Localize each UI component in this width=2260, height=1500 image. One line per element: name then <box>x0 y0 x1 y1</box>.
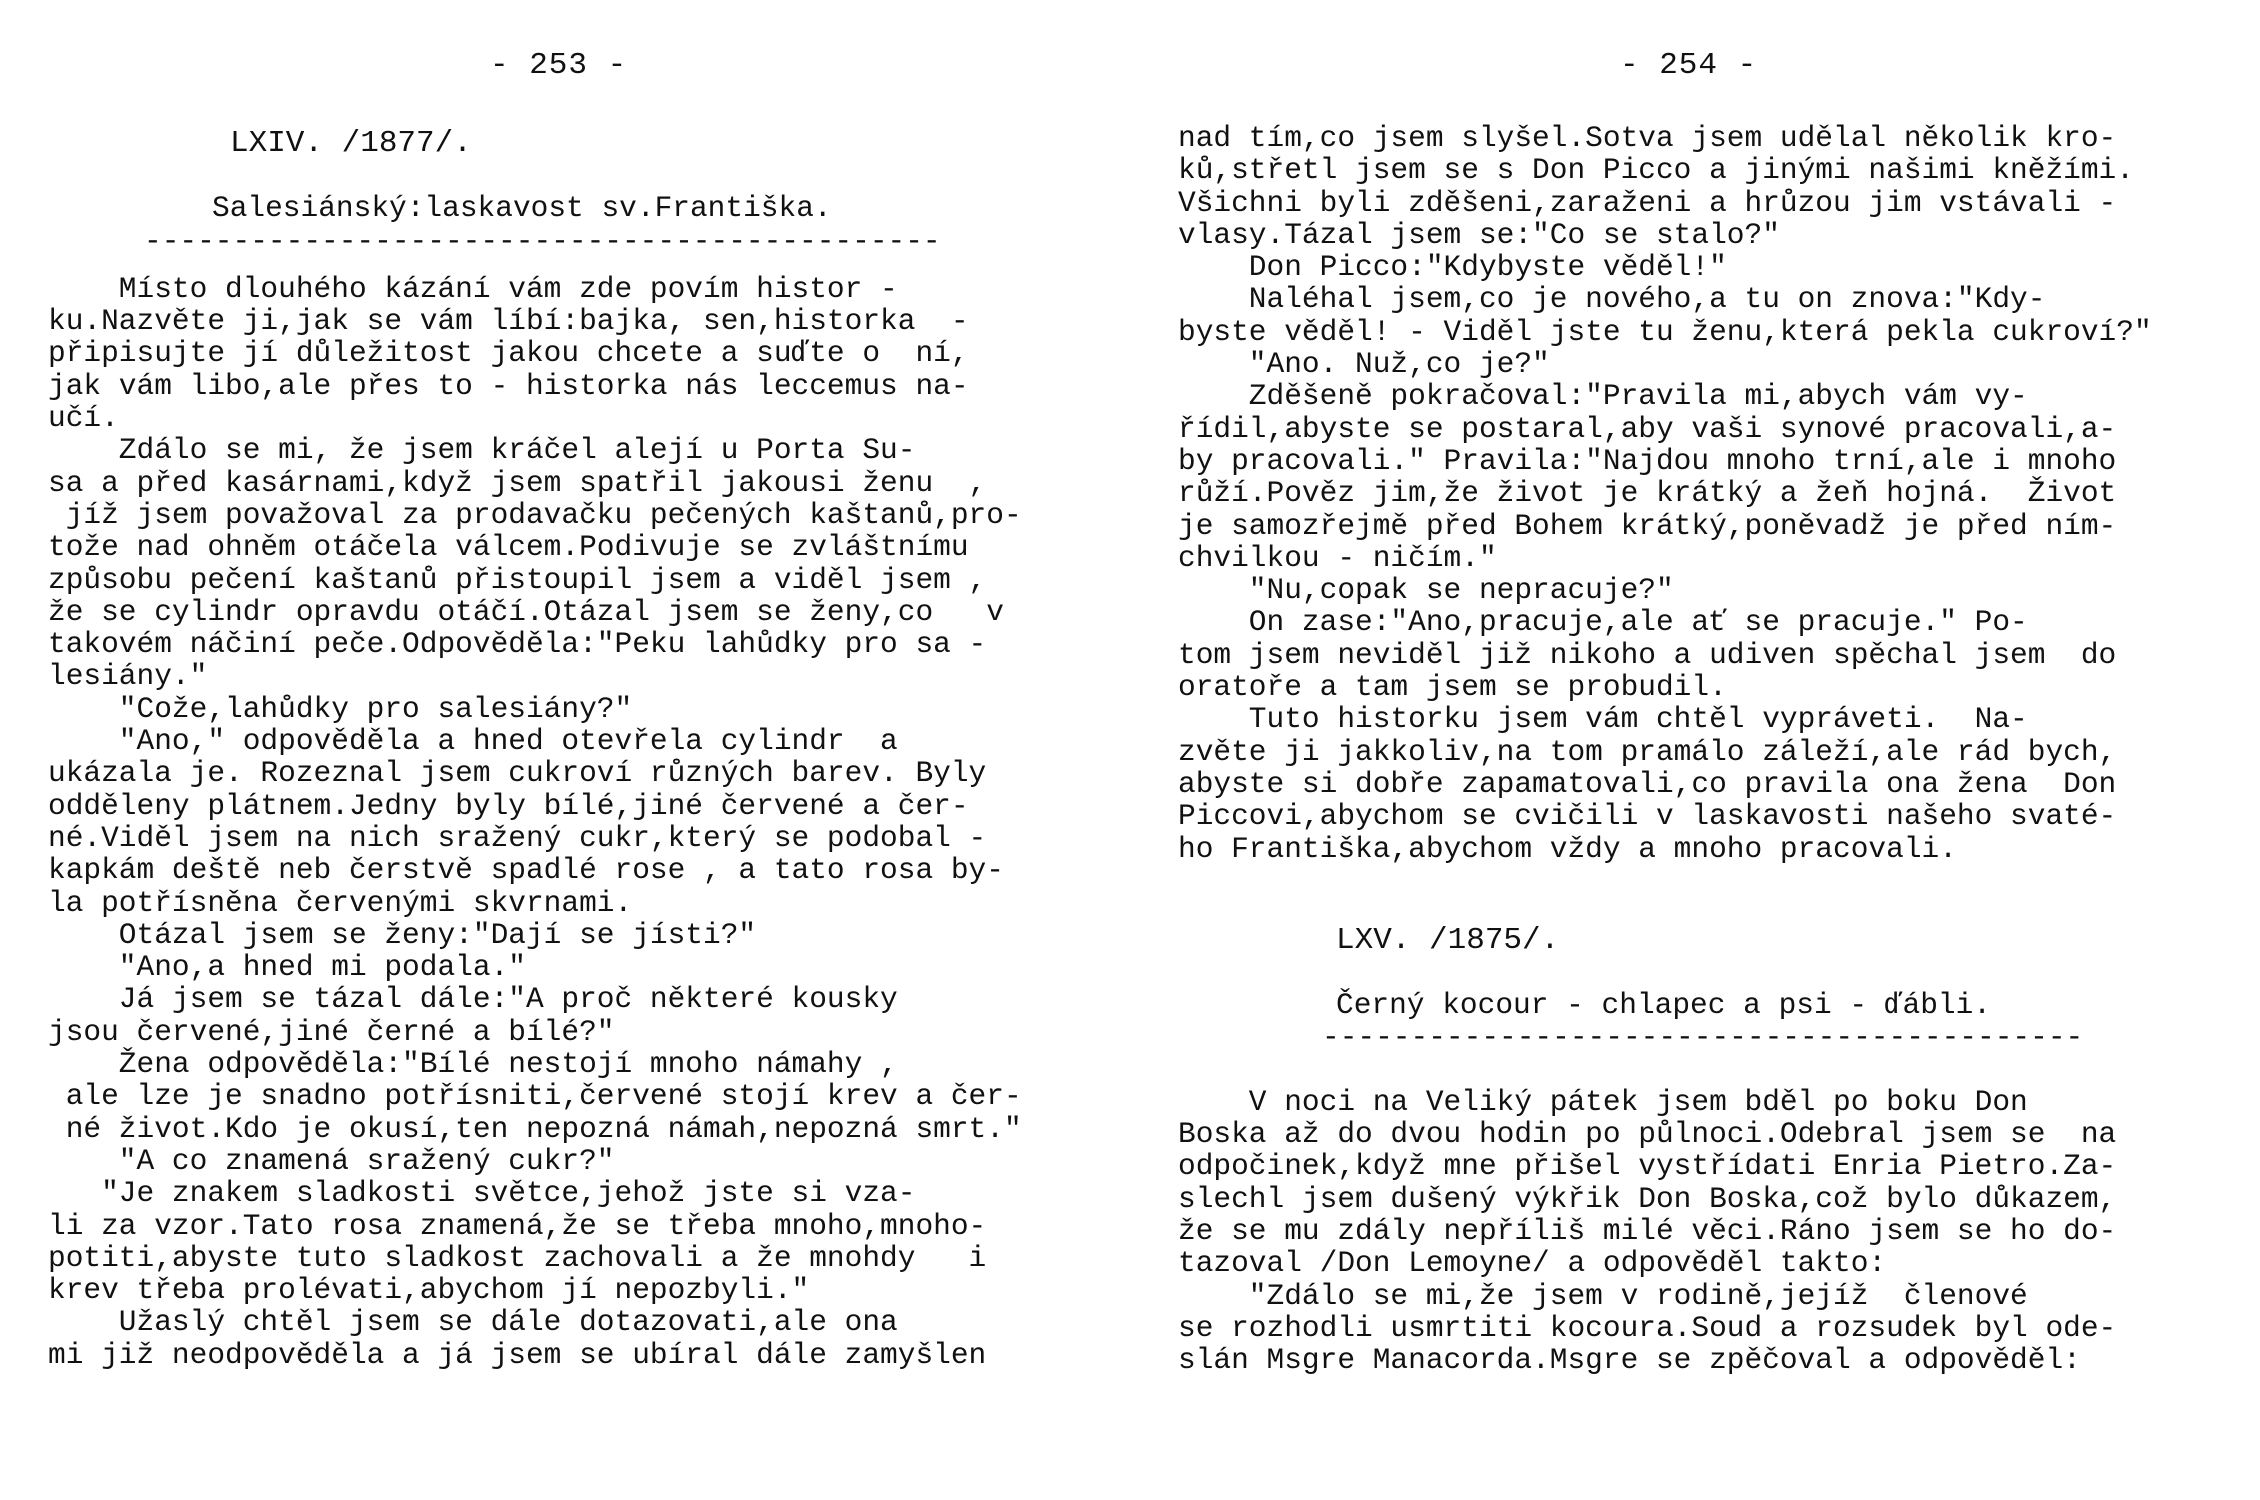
text-line: Boska až do dvou hodin po půlnoci.Odebral jsem se na <box>1178 1117 2117 1152</box>
section-rule: ------------------------------------------- <box>1322 1021 2084 1054</box>
text-line: potiti,abyste tuto sladkost zachovali a že mnohdy i <box>48 1240 987 1275</box>
text-line: "Cože,lahůdky pro salesiány?" <box>48 691 633 726</box>
text-line: chvilkou - ničím." <box>1178 540 1497 575</box>
text-line: ale lze je snadno potřísniti,červené stojí krev a čer- <box>48 1079 1022 1114</box>
text-line: sa a před kasárnami,když jsem spatřil jakousi ženu , <box>48 465 987 500</box>
text-line: způsobu pečení kaštanů přistoupil jsem a viděl jsem , <box>48 562 987 597</box>
text-line: učí. <box>48 401 119 436</box>
text-line: řídil,abyste se postaral,aby vaši synové pracovali,a- <box>1178 411 2117 446</box>
spacer <box>1178 865 2238 925</box>
text-line: Užaslý chtěl jsem se dále dotazovati,ale ona <box>48 1305 898 1340</box>
text-line: by pracovali." Pravila:"Najdou mnoho trní,ale i mnoho <box>1178 443 2117 478</box>
text-line: se rozhodli usmrtiti kocoura.Soud a rozsudek byl ode- <box>1178 1310 2117 1345</box>
text-line: V noci na Veliký pátek jsem bděl po boku Don <box>1178 1084 2028 1119</box>
text-line: Otázal jsem se ženy:"Dají se jísti?" <box>48 917 757 952</box>
left-column <box>48 128 1108 1371</box>
text-line: že se cylindr opravdu otáčí.Otázal jsem se ženy,co v <box>48 594 1004 629</box>
right-column <box>1178 122 2238 1376</box>
text-line: Žena odpověděla:"Bílé nestojí mnoho námahy , <box>48 1047 898 1082</box>
section-title: Salesiánský:laskavost sv.Františka. <box>212 191 832 226</box>
text-line: Naléhal jsem,co je nového,a tu on znova:"Kdy- <box>1178 282 2046 317</box>
text-line: "Ano,a hned mi podala." <box>48 950 526 985</box>
text-line: jíž jsem považoval za prodavačku pečených kaštanů,pro- <box>48 497 1022 532</box>
text-line: Tuto historku jsem vám chtěl vypráveti. Na- <box>1178 702 2028 737</box>
right-body-text-top <box>1178 122 2238 865</box>
spacer <box>1178 957 2238 989</box>
text-line: slán Msgre Manacorda.Msgre se zpěčoval a odpověděl: <box>1178 1343 2081 1378</box>
text-line: kapkám deště neb čerstvě spadlé rose , a tato rosa by- <box>48 853 1004 888</box>
text-line: ukázala je. Rozeznal jsem cukroví různých barev. Byly <box>48 756 987 791</box>
text-line: "Je znakem sladkosti světce,jehož jste si vza- <box>48 1176 916 1211</box>
text-line: mi již neodpověděla a já jsem se ubíral dále zamyšlen <box>48 1337 987 1372</box>
page-number: - 254 - <box>1620 48 1758 83</box>
text-line: ku.Nazvěte ji,jak se vám líbí:bajka, sen,historka - <box>48 304 969 339</box>
text-line: né život.Kdo je okusí,ten nepozná námah,nepozná smrt." <box>48 1111 1022 1146</box>
spacer <box>1178 1054 2238 1086</box>
text-line: Všichni byli zděšeni,zaraženi a hrůzou jim vstávali - <box>1178 185 2117 220</box>
text-line: "Ano," odpověděla a hned otevřela cylindr a <box>48 724 898 759</box>
text-line: "Zdálo se mi,že jsem v rodině,jejíž členové <box>1178 1278 2028 1313</box>
text-line: tože nad ohněm otáčela válcem.Podivuje se zvláštnímu <box>48 530 969 565</box>
text-line: slechl jsem dušený výkřik Don Boska,což bylo důkazem, <box>1178 1181 2117 1216</box>
text-line: ho Františka,abychom vždy a mnoho pracovali. <box>1178 831 1957 866</box>
left-body-text <box>48 273 1108 1371</box>
text-line: Místo dlouhého kázání vám zde povím histor - <box>48 271 898 306</box>
text-line: jak vám libo,ale přes to - historka nás leccemus na- <box>48 368 969 403</box>
text-line: růží.Pověz jim,že život je krátký a žeň hojná. Život <box>1178 476 2117 511</box>
text-line: abyste si dobře zapamatovali,co pravila ona žena Don <box>1178 766 2117 801</box>
spacer <box>48 160 1108 192</box>
text-line: tom jsem neviděl již nikoho a udiven spěchal jsem do <box>1178 637 2117 672</box>
text-line: takovém náčiní peče.Odpověděla:"Peku lahůdky pro sa - <box>48 627 987 662</box>
text-line: nad tím,co jsem slyšel.Sotva jsem udělal několik kro- <box>1178 121 2117 155</box>
right-body-text-bottom <box>1178 1086 2238 1377</box>
section-heading: LXIV. /1877/. <box>230 126 472 161</box>
text-line: "A co znamená sražený cukr?" <box>48 1143 615 1178</box>
text-line: "Nu,copak se nepracuje?" <box>1178 573 1674 608</box>
text-line: krev třeba prolévati,abychom jí nepozbyli." <box>48 1273 810 1308</box>
text-line: jsou červené,jiné černé a bílé?" <box>48 1014 615 1049</box>
text-line: li za vzor.Tato rosa znamená,že se třeba mnoho,mnoho- <box>48 1208 987 1243</box>
text-line: lesiány." <box>48 659 208 694</box>
text-line: zvěte ji jakkoliv,na tom pramálo záleží,ale rád bych, <box>1178 734 2117 769</box>
text-line: odpočinek,když mne přišel vystřídati Enria Pietro.Za- <box>1178 1149 2117 1184</box>
section-heading: LXV. /1875/. <box>1336 922 1560 958</box>
text-line: Zdálo se mi, že jsem kráčel alejí u Porta Su- <box>48 433 916 468</box>
text-line: vlasy.Tázal jsem se:"Co se stalo?" <box>1178 217 1780 252</box>
section-title: Černý kocour - chlapec a psi - ďábli. <box>1336 988 1992 1023</box>
text-line: oratoře a tam jsem se probudil. <box>1178 670 1727 705</box>
section-rule: --------------------------------------------- <box>144 224 941 257</box>
text-line: byste věděl! - Viděl jste tu ženu,která pekla cukroví?" <box>1178 314 2152 349</box>
text-line: že se mu zdály nepříliš milé věci.Ráno jsem se ho do- <box>1178 1213 2117 1248</box>
text-line: ků,střetl jsem se s Don Picco a jinými našimi kněžími. <box>1178 153 2134 188</box>
text-line: Já jsem se tázal dále:"A proč některé kousky <box>48 982 898 1017</box>
text-line: Zděšeně pokračoval:"Pravila mi,abych vám vy- <box>1178 379 2028 414</box>
page-number: - 253 - <box>490 48 628 83</box>
text-line: la potřísněna červenými skvrnami. <box>48 885 633 920</box>
spacer <box>48 257 1108 273</box>
text-line: "Ano. Nuž,co je?" <box>1178 347 1550 382</box>
text-line: tazoval /Don Lemoyne/ a odpověděl takto: <box>1178 1246 1887 1281</box>
text-line: Don Picco:"Kdybyste věděl!" <box>1178 250 1727 285</box>
text-line: připisujte jí důležitost jakou chcete a suďte o ní, <box>48 336 969 371</box>
text-line: Piccovi,abychom se cvičili v laskavosti našeho svaté- <box>1178 799 2117 834</box>
text-line: je samozřejmě před Bohem krátký,poněvadž je před ním- <box>1178 508 2117 543</box>
text-line: On zase:"Ano,pracuje,ale ať se pracuje." Po- <box>1178 605 2028 640</box>
text-line: odděleny plátnem.Jedny byly bílé,jiné červené a čer- <box>48 788 969 823</box>
text-line: né.Viděl jsem na nich sražený cukr,který se podobal - <box>48 820 987 855</box>
